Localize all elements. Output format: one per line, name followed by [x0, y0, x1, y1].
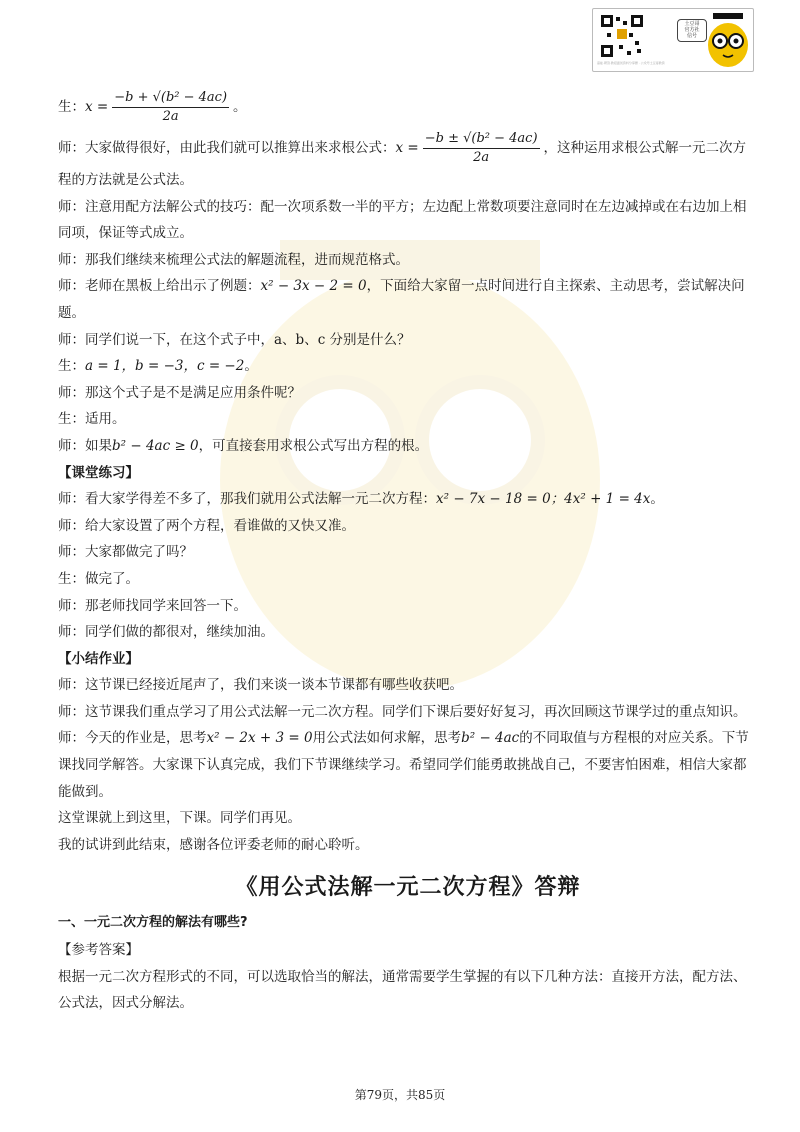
ad-caption: 高能·研答·教招面试资料分享群 · 公众号土豆哥教资 — [597, 61, 665, 65]
formula-lhs: x = — [395, 140, 419, 156]
paragraph-line: 师：这节课已经接近尾声了，我们来谈一谈本节课都有哪些收获吧。 — [58, 677, 463, 694]
text-segment: 用公式法如何求解，思考 — [312, 730, 462, 747]
paragraph-line: 师：给大家设置了两个方程，看谁做的又快又准。 — [58, 517, 355, 534]
speaker-label: 生： — [58, 99, 85, 115]
line-formula-student — [58, 84, 758, 130]
equation: x² − 3x − 2 = 0 — [260, 278, 367, 295]
paragraph-line — [58, 433, 758, 460]
paragraph-line: 师：那老师找同学来回答一下。 — [58, 597, 247, 614]
fraction-numerator: −b ± √(b² − 4ac) — [423, 130, 540, 149]
paragraph-line: 师：同学们说一下，在这个式子中，a、b、c 分别是什么？ — [58, 331, 411, 348]
qr-code-icon — [599, 13, 645, 59]
ad-speech-bubble: 土豆哥 官方社 信号 — [677, 19, 707, 42]
paragraph-line: 师：那这个式子是不是满足应用条件呢？ — [58, 384, 301, 401]
text-segment: 师：今天的作业是，思考 — [58, 730, 207, 747]
line-root-formula — [58, 130, 758, 194]
punctuation: 。 — [650, 491, 664, 508]
section-heading: 【课堂练习】 — [58, 464, 139, 481]
paragraph-line: 生：适用。 — [58, 411, 126, 428]
document-body — [58, 84, 758, 1017]
paragraph-line — [58, 486, 758, 513]
header-ad-banner[interactable] — [592, 8, 754, 72]
paragraph-line — [58, 725, 758, 805]
paragraph-line: 师：注意用配方法解公式的技巧：配一次项系数一半的平方；左边配上常数项要注意同时在左边减掉或在右边加上相同项，保证等式成立。 — [58, 198, 747, 242]
paragraph-line: 我的试讲到此结束，感谢各位评委老师的耐心聆听。 — [58, 836, 369, 853]
text-segment: 师：看大家学得差不多了，那我们就用公式法解一元二次方程： — [58, 491, 436, 508]
paragraph-line — [58, 353, 758, 380]
speaker-label: 生： — [58, 358, 85, 375]
punctuation: 。 — [244, 358, 258, 375]
fraction-denominator: 2a — [162, 109, 179, 124]
page-number: 第79页，共85页 — [354, 1088, 446, 1102]
formula-lhs: x = — [85, 99, 109, 115]
text-segment: ，这种运用求根公式解一元二次方程的方法就是公式法。 — [58, 140, 747, 188]
text-segment: 师：大家做得很好，由此我们就可以推算出来求根公式： — [58, 140, 396, 156]
text-segment: ，下面给大家留一点时间进行自主探索、主动思考，尝试解决问题。 — [58, 278, 745, 321]
fraction-denominator: 2a — [473, 150, 490, 165]
question-heading: 一、一元二次方程的解法有哪些? — [58, 915, 248, 931]
paragraph-line: 这堂课就上到这里，下课。同学们再见。 — [58, 810, 301, 827]
equation: b² − 4ac — [461, 730, 520, 747]
equation: x² − 2x + 3 = 0 — [206, 730, 313, 747]
paragraph-line: 生：做完了。 — [58, 570, 139, 587]
text-segment: ，可直接套用求根公式写出方程的根。 — [198, 437, 429, 454]
paragraph-line: 师：那我们继续来梳理公式法的解题流程，进而规范格式。 — [58, 251, 409, 268]
section-heading: 【小结作业】 — [58, 650, 139, 667]
answer-paragraph: 根据一元二次方程形式的不同，可以选取恰当的解法，通常需要学生掌握的有以下几种方法：直接开方法，配方法、公式法，因式分解法。 — [58, 968, 747, 1012]
defense-title: 《用公式法解一元二次方程》答辩 — [235, 874, 581, 901]
mascot-icon — [705, 11, 751, 69]
text-segment: 师：老师在黑板上给出示了例题： — [58, 278, 261, 295]
equation: b² − 4ac ≥ 0 — [112, 437, 199, 454]
paragraph-line: 师：大家都做完了吗？ — [58, 544, 193, 561]
fraction-numerator: −b + √(b² − 4ac) — [112, 89, 229, 108]
text-segment: 的不同取值与方程根的对应关系。下节课找同学解答。大家课下认真完成，我们下节课继续学习。希望同学们能勇敢挑战自己，不要害怕困难，相信大家都能做到。 — [58, 730, 749, 800]
paragraph-line: 师：这节课我们重点学习了用公式法解一元二次方程。同学们下课后要好好复习，再次回顾这节课学过的重点知识。 — [58, 703, 747, 720]
equation: x² − 7x − 18 = 0；4x² + 1 = 4x — [436, 491, 651, 508]
root-formula-fraction — [423, 130, 540, 167]
reference-answer-label: 【参考答案】 — [58, 942, 139, 959]
root-formula-fraction — [112, 89, 229, 126]
paragraph-line: 师：同学们做的都很对，继续加油。 — [58, 624, 274, 641]
paragraph-line — [58, 273, 758, 326]
equation: a = 1，b = −3，c = −2 — [85, 358, 245, 375]
text-segment: 师：如果 — [58, 437, 112, 454]
punctuation: 。 — [233, 99, 247, 115]
